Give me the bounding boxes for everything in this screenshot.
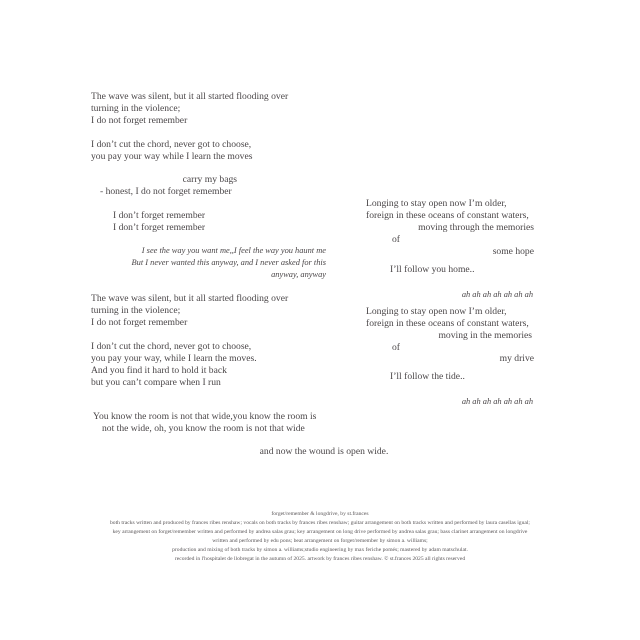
lyric-line: I don’t forget remember: [113, 222, 206, 233]
lyric-line: my drive: [499, 353, 534, 364]
lyric-line: you pay your way while I learn the moves: [91, 151, 253, 162]
lyric-line: some hope: [492, 246, 534, 257]
lyric-line: I’ll follow the tide..: [390, 371, 465, 382]
refrain-line: ah ah ah ah ah ah ah: [461, 290, 533, 299]
lyric-line: you pay your way, while I learn the moves.: [91, 353, 257, 364]
lyric-line: I don’t cut the chord, never got to choose,: [91, 341, 252, 352]
credits-line: production and mixing of both tracks by simon a. williams;studio engineering by max feriche pomés; mastered by adam matschulat.: [172, 547, 468, 553]
credits-line: written and performed by edu pons; beat arrangement on forget/remember by simon a. williams;: [212, 538, 428, 544]
lyric-line: moving through the memories: [418, 222, 534, 233]
lyric-line: And you find it hard to hold it back: [91, 365, 227, 376]
lyric-line: moving in the memories: [438, 330, 532, 341]
lyric-line: turning in the violence;: [91, 103, 181, 114]
lyric-line: You know the room is not that wide,you know the room is: [93, 411, 317, 422]
italic-lyric-line: But I never wanted this anyway, and I never asked for this: [131, 258, 326, 267]
closing-lyric-line: and now the wound is open wide.: [259, 446, 389, 457]
credits-line: both tracks written and produced by frances ribes renshaw; vocals on both tracks by frances ribes renshaw; guitar arrangement on both tracks written and performed by laura casellas igual;: [109, 520, 530, 526]
italic-lyric-line: anyway, anyway: [271, 270, 326, 279]
credits-title: forget/remember & longdrive, by st.frances: [271, 511, 369, 517]
refrain-line: ah ah ah ah ah ah ah: [461, 397, 533, 406]
lyric-line: I do not forget remember: [91, 115, 188, 126]
lyric-line: Longing to stay open now I’m older,: [366, 306, 507, 317]
lyric-line: Longing to stay open now I’m older,: [366, 198, 507, 209]
lyric-line: foreign in these oceans of constant waters,: [366, 318, 529, 329]
italic-lyric-line: I see the way you want me,,I feel the way you haunt me: [141, 246, 326, 255]
lyric-line: The wave was silent, but it all started flooding over: [91, 293, 289, 304]
credits-line: recorded in l'hospitalet de llobregat in the autumn of 2025. artwork by frances ribes renshaw. © st.frances 2025 all rights reserved: [174, 556, 466, 562]
lyric-line: but you can’t compare when I run: [91, 377, 221, 388]
lyric-line: carry my bags: [182, 174, 237, 185]
lyric-line: I don’t forget remember: [113, 210, 206, 221]
lyric-line: of: [392, 342, 400, 353]
lyric-line: not the wide, oh, you know the room is not that wide: [102, 423, 305, 434]
credits-block: [40, 510, 600, 564]
lyric-line: foreign in these oceans of constant waters,: [366, 210, 529, 221]
lyric-line: I don’t cut the chord, never got to choose,: [91, 139, 252, 150]
lyric-line: I’ll follow you home..: [390, 264, 475, 275]
lyric-line: turning in the violence;: [91, 305, 181, 316]
lyric-line: The wave was silent, but it all started flooding over: [91, 91, 289, 102]
lyric-line: I do not forget remember: [91, 317, 188, 328]
credits-line: key arrangement on forget/remember written and performed by andrea salas grau; key arrangement on long drive performed by andrea salas grau; bass clarinet arrangement on longdrive: [112, 529, 528, 535]
lyric-line: of: [392, 234, 400, 245]
lyric-line: - honest, I do not forget remember: [100, 186, 232, 197]
